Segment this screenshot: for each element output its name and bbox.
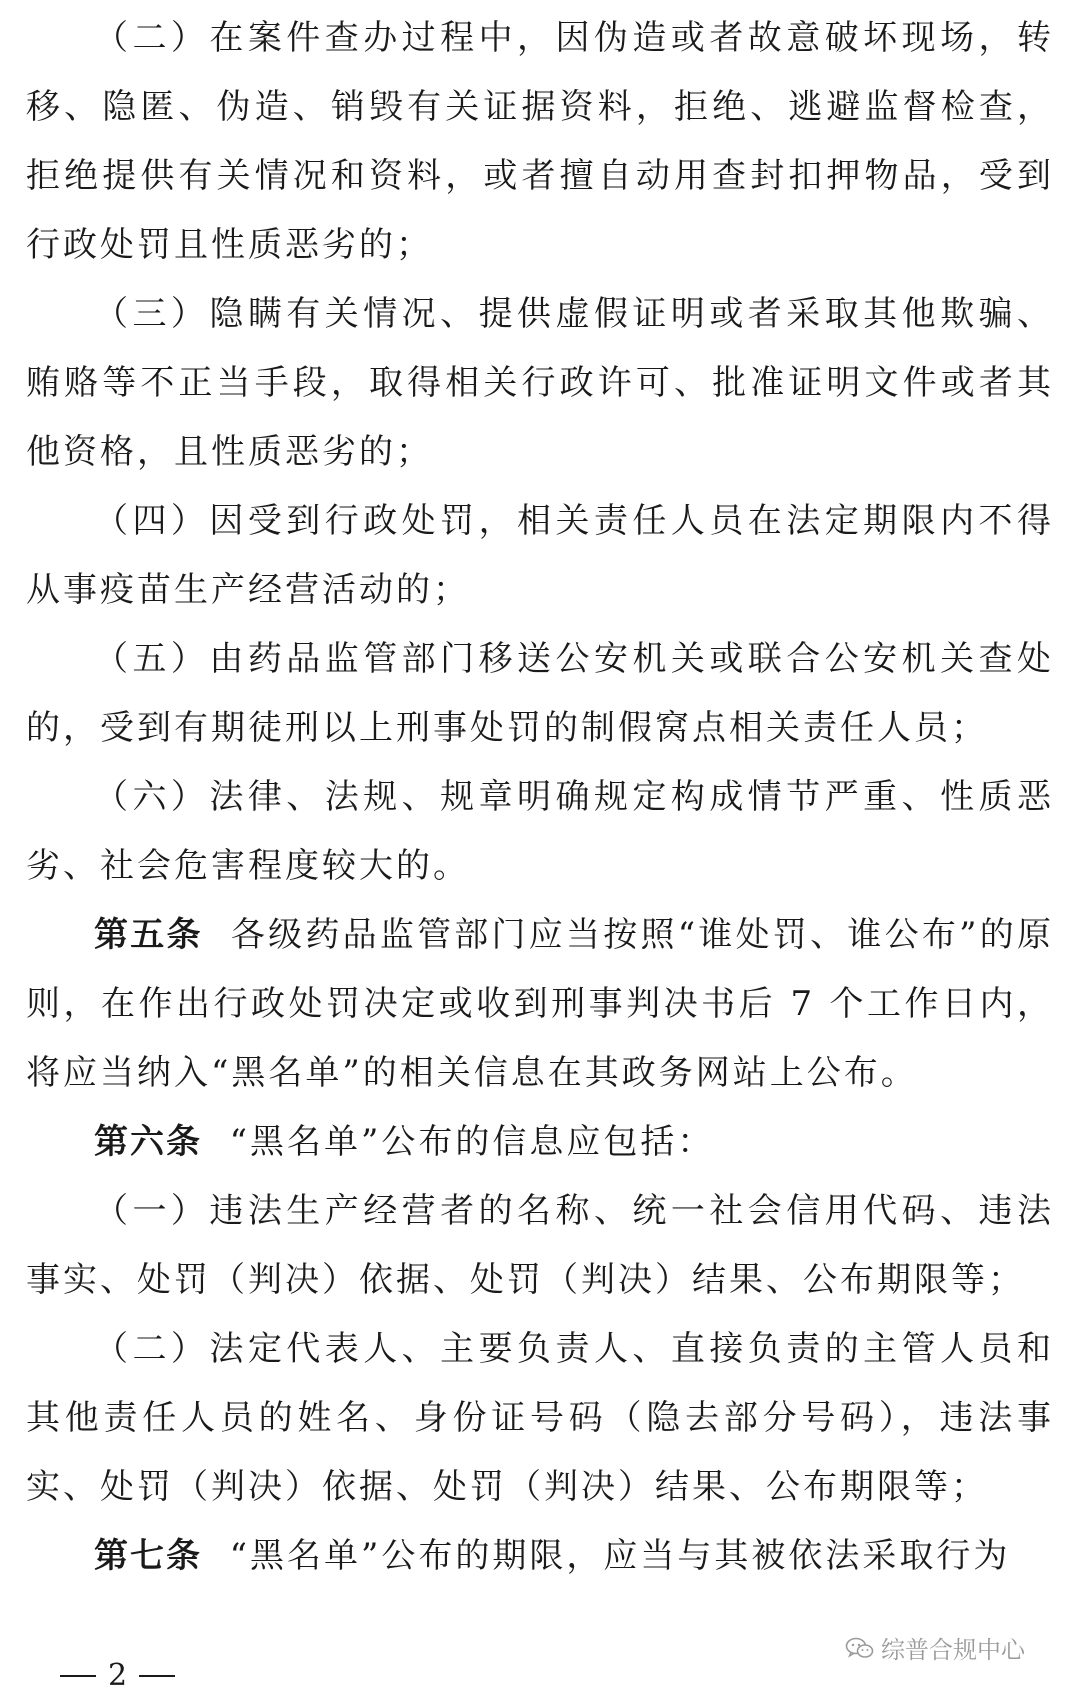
article-6-heading: 第六条: [94, 1122, 202, 1162]
article-5-text: 各级药品监管部门应当按照“谁处罚、谁公布”的原则，在作出行政处罚决定或收到刑事判决书后 7 个工作日内，将应当纳入“黑名单”的相关信息在其政务网站上公布。: [26, 915, 1054, 1093]
article-7-heading: 第七条: [94, 1536, 202, 1576]
document-page: [26, 4, 1054, 1591]
wechat-icon: [845, 1636, 875, 1660]
page-number-value: 2: [108, 1658, 128, 1693]
paragraph-item-6: （六）法律、法规、规章明确规定构成情节严重、性质恶劣、社会危害程度较大的。: [26, 777, 1054, 886]
paragraph-item-5: （五）由药品监管部门移送公安机关或联合公安机关查处的，受到有期徒刑以上刑事处罚的制假窝点相关责任人员；: [26, 639, 1054, 748]
article-7-text: “黑名单”公布的期限，应当与其被依法采取行为: [229, 1536, 1011, 1576]
article-6-item-2: （二）法定代表人、主要负责人、直接负责的主管人员和其他责任人员的姓名、身份证号码（隐去部分号码），违法事实、处罚（判决）依据、处罚（判决）结果、公布期限等；: [26, 1329, 1054, 1507]
article-6-item-1: （一）违法生产经营者的名称、统一社会信用代码、违法事实、处罚（判决）依据、处罚（判决）结果、公布期限等；: [26, 1191, 1054, 1300]
article-6-text: “黑名单”公布的信息应包括：: [229, 1122, 715, 1162]
paragraph-item-3: （三）隐瞒有关情况、提供虚假证明或者采取其他欺骗、贿赂等不正当手段，取得相关行政许可、批准证明文件或者其他资格，且性质恶劣的；: [26, 294, 1054, 472]
article-6: [26, 1108, 1054, 1177]
watermark-text: 综普合规中心: [881, 1636, 1025, 1664]
page-number: [60, 1658, 175, 1693]
article-5: [26, 901, 1054, 1108]
page-number-dash-right: [139, 1675, 175, 1677]
article-7: [26, 1522, 1054, 1591]
watermark: [845, 1630, 1025, 1665]
paragraph-item-2: （二）在案件查办过程中，因伪造或者故意破坏现场，转移、隐匿、伪造、销毁有关证据资料，拒绝、逃避监督检查，拒绝提供有关情况和资料，或者擅自动用查封扣押物品，受到行政处罚且性质恶劣的；: [26, 18, 1054, 265]
article-5-heading: 第五条: [94, 915, 203, 955]
page-number-dash-left: [60, 1675, 96, 1677]
paragraph-item-4: （四）因受到行政处罚，相关责任人员在法定期限内不得从事疫苗生产经营活动的；: [26, 501, 1054, 610]
